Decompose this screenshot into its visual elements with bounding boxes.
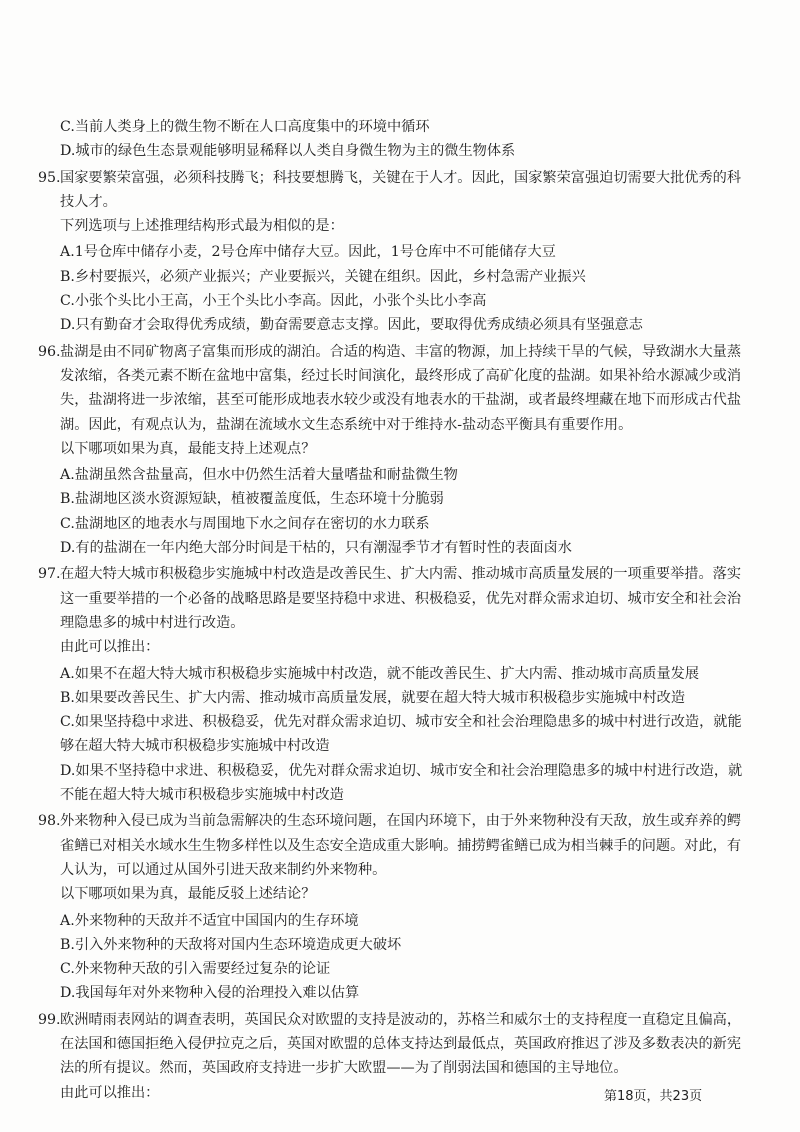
question-number: 98. (38, 813, 61, 830)
option-d-continued: 不能在超大特大城市积极稳步实施城中村改造 (60, 787, 344, 804)
question-number: 97. (38, 566, 61, 583)
option-c: C.外来物种天敌的引入需要经过复杂的论证 (60, 961, 331, 978)
option-c: C.小张个头比小王高，小王个头比小李高。因此，小张个头比小李高 (60, 293, 487, 310)
question-stem-line: 外来物种入侵已成为当前急需解决的生态环境问题，在国内环境下，由于外来物种没有天敌，放生或弃养的鳄 (60, 813, 742, 830)
question-stem-line: 法的所有提议。然而，英国政府支持进一步扩大欧盟——为了削弱法国和德国的主导地位。 (60, 1060, 628, 1077)
prev-option-c: C.当前人类身上的微生物不断在人口高度集中的环境中循环 (60, 119, 430, 135)
option-d: D.只有勤奋才会取得优秀成绩，勤奋需要意志支撑。因此，要取得优秀成绩必须具有坚强意志 (60, 317, 643, 334)
question-stem-line: 理隐患多的城中村进行改造。 (60, 614, 245, 631)
option-d: D.有的盐湖在一年内绝大部分时间是干枯的，只有潮湿季节才有暂时性的表面卤水 (60, 540, 572, 557)
question-stem-line: 这一重要举措的一个必备的战略思路是要坚持稳中求进、积极稳妥，优先对群众需求迫切、城市安全和社会治 (60, 590, 742, 607)
question-prompt: 以下哪项如果为真，最能反驳上述结论？ (60, 886, 316, 903)
question-stem-line: 在超大特大城市积极稳步实施城中村改造是改善民生、扩大内需、推动城市高质量发展的一项重要举措。落实 (60, 566, 742, 583)
question-stem-line: 在法国和德国拒绝入侵伊拉克之后，英国对欧盟的总体支持达到最低点，英国政府推迟了涉及多数表决的新宪 (60, 1035, 742, 1052)
question-number: 95. (38, 169, 61, 186)
question-stem-line: 技人才。 (60, 193, 117, 210)
option-a: A.盐湖虽然含盐量高，但水中仍然生活着大量嗜盐和耐盐微生物 (60, 467, 458, 484)
option-c: C.如果坚持稳中求进、积极稳妥，优先对群众需求迫切、城市安全和社会治理隐患多的城中村进行改造，就能 (60, 714, 742, 731)
option-c: C.盐湖地区的地表水与周围地下水之间存在密切的水力联系 (60, 515, 430, 532)
option-d: D.我国每年对外来物种入侵的治理投入难以估算 (60, 985, 360, 1002)
option-b: B.盐湖地区淡水资源短缺，植被覆盖度低，生态环境十分脆弱 (60, 491, 444, 508)
question-95 (38, 166, 764, 338)
question-number: 96. (38, 343, 61, 360)
question-stem-line: 湖。因此，有观点认为，盐湖在流域水文生态系统中对于维持水-盐动态平衡具有重要作用。 (60, 416, 633, 433)
prev-option-d: D.城市的绿色生态景观能够明显稀释以人类自身微生物为主的微生物体系 (60, 143, 516, 160)
option-b: B.引入外来物种的天敌将对国内生态环境造成更大破坏 (60, 936, 402, 953)
question-stem-line: 盐湖是由不同矿物离子富集而形成的湖泊。合适的构造、丰富的物源，加上持续干旱的气候，导致湖水大量蒸 (60, 343, 742, 360)
question-98 (38, 809, 764, 1005)
option-a: A.如果不在超大特大城市积极稳步实施城中村改造，就不能改善民生、扩大内需、推动城市高质量发展 (60, 665, 700, 682)
option-b: B.乡村要振兴，必须产业振兴；产业要振兴，关键在组织。因此，乡村急需产业振兴 (60, 268, 586, 285)
page-content (38, 115, 764, 1105)
question-stem-line: 国家要繁荣富强，必须科技腾飞；科技要想腾飞，关键在于人才。因此，国家繁荣富强迫切需要大批优秀的科 (60, 169, 742, 186)
question-stem-line: 雀鳝已对相关水域水生生物多样性以及生态安全造成重大影响。捕捞鳄雀鳝已成为相当棘手的问题。对此，有 (60, 837, 742, 854)
question-number: 99. (38, 1011, 61, 1028)
question-prompt: 以下哪项如果为真，最能支持上述观点？ (60, 440, 316, 457)
option-b: B.如果要改善民生、扩大内需、推动城市高质量发展，就要在超大特大城市积极稳步实施城中村改造 (60, 689, 686, 706)
prev-question-options (38, 115, 764, 164)
option-d: D.如果不坚持稳中求进、积极稳妥，优先对群众需求迫切、城市安全和社会治理隐患多的城中村进行改造，就 (60, 762, 743, 779)
question-prompt: 由此可以推出： (60, 1084, 160, 1101)
question-stem-line: 失，盐湖将进一步浓缩，甚至可能形成地表水较少或没有地表水的干盐湖，或者最终埋藏在地下而形成古代盐 (60, 392, 742, 409)
question-prompt: 由此可以推出： (60, 639, 160, 656)
question-stem-line: 发浓缩，各类元素不断在盆地中富集，经过长时间演化，最终形成了高矿化度的盐湖。如果补给水源减少或消 (60, 367, 742, 384)
question-stem-line: 欧洲晴雨表网站的调查表明，英国民众对欧盟的支持是波动的，苏格兰和威尔士的支持程度一直稳定且偏高， (60, 1011, 742, 1028)
option-a: A.外来物种的天敌并不适宜中国国内的生存环境 (60, 912, 359, 929)
question-stem-line: 人认为，可以通过从国外引进天敌来制约外来物种。 (60, 861, 387, 878)
page-number-footer: 第18页，共23页 (604, 1089, 703, 1104)
question-prompt: 下列选项与上述推理结构形式最为相似的是： (60, 218, 344, 235)
option-c-continued: 够在超大特大城市积极稳步实施城中村改造 (60, 738, 330, 755)
option-a: A.1号仓库中储存小麦，2号仓库中储存大豆。因此，1号仓库中不可能储存大豆 (60, 244, 556, 261)
question-97 (38, 562, 764, 807)
question-96 (38, 340, 764, 561)
